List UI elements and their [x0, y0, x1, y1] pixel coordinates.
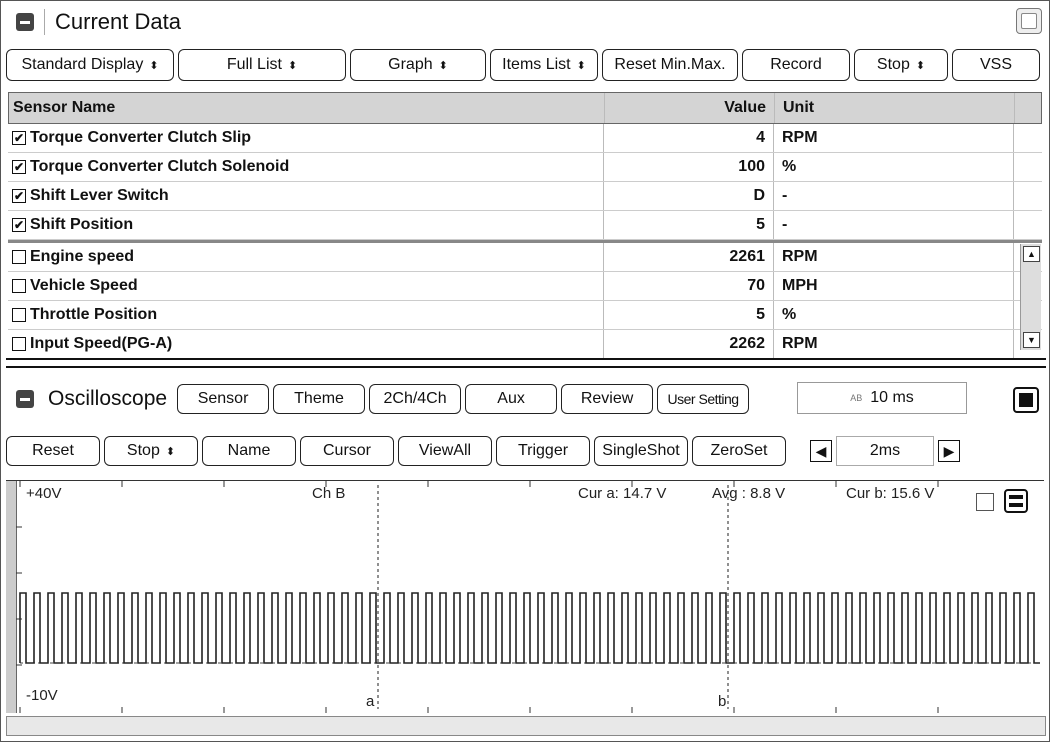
- cursor-b-marker: b: [718, 693, 727, 710]
- table-row[interactable]: [8, 272, 1042, 301]
- table-row[interactable]: [8, 182, 1042, 211]
- sensor-unit: MPH: [774, 272, 1014, 300]
- cursor-b-readout: Cur b: 15.6 V: [846, 485, 935, 502]
- y-min-label: -10V: [26, 687, 58, 704]
- button-label: Name: [227, 442, 271, 459]
- sensor-value: 2262: [604, 330, 774, 358]
- sensor-name-cell: [8, 211, 604, 239]
- table-row[interactable]: [8, 301, 1042, 330]
- osc-review-button[interactable]: [561, 384, 653, 414]
- checkbox-checked-icon[interactable]: ✔: [13, 218, 25, 232]
- timebase-display[interactable]: [797, 382, 967, 414]
- button-label: Cursor: [322, 442, 371, 459]
- sensor-name: Torque Converter Clutch Solenoid: [30, 158, 290, 175]
- oscilloscope-buttons: [177, 384, 749, 414]
- sensor-name: Shift Position: [30, 216, 134, 233]
- scale-increase-icon[interactable]: ▶: [938, 440, 960, 462]
- dropdown-arrow-icon: ⬍: [438, 59, 448, 72]
- horizontal-scrollbar[interactable]: [6, 716, 1046, 736]
- button-label: Standard Display: [21, 56, 144, 73]
- dropdown-arrow-icon: ⬍: [576, 59, 586, 72]
- button-label: Theme: [294, 390, 344, 407]
- average-readout: Avg : 8.8 V: [712, 485, 786, 502]
- checkbox-checked-icon[interactable]: ✔: [13, 189, 25, 203]
- sensor-name: Shift Lever Switch: [30, 187, 169, 204]
- sensor-value: 4: [604, 124, 774, 152]
- sensor-unit: %: [774, 301, 1014, 329]
- sensor-name-cell: [8, 272, 604, 300]
- toolbar-vss-button[interactable]: [952, 49, 1040, 81]
- sensor-table: [8, 92, 1042, 359]
- dropdown-arrow-icon: ⬍: [915, 59, 926, 72]
- cursor-a-marker: a: [366, 693, 375, 710]
- scroll-down-icon[interactable]: ▼: [1023, 332, 1040, 348]
- current-data-toolbar: [6, 49, 1040, 83]
- osc-toolbar-name-button[interactable]: [202, 436, 296, 466]
- y-max-label: +40V: [26, 485, 62, 502]
- plot-checkbox[interactable]: [976, 493, 994, 511]
- toolbar-graph-button[interactable]: [350, 49, 486, 81]
- button-label: Stop: [126, 442, 160, 459]
- toolbar-standard-display-button[interactable]: [6, 49, 174, 81]
- sensor-name: Throttle Position: [30, 306, 158, 323]
- button-label: Graph: [388, 56, 433, 73]
- selected-rows: [8, 124, 1042, 243]
- column-header-unit[interactable]: Unit: [775, 93, 1015, 123]
- button-label: Reset Min.Max.: [614, 56, 726, 73]
- sensor-value: 5: [604, 211, 774, 239]
- checkbox-checked-icon[interactable]: ✔: [13, 131, 25, 145]
- osc-toolbar-reset-button[interactable]: [6, 436, 100, 466]
- collapse-icon[interactable]: [16, 13, 34, 31]
- osc-toolbar-trigger-button[interactable]: [496, 436, 590, 466]
- sensor-value: D: [604, 182, 774, 210]
- sensor-name: Engine speed: [30, 248, 135, 265]
- button-label: Record: [770, 56, 822, 73]
- button-label: Trigger: [517, 442, 569, 459]
- osc-toolbar-cursor-button[interactable]: [300, 436, 394, 466]
- button-label: VSS: [979, 56, 1012, 73]
- button-label: Stop: [876, 56, 910, 73]
- oscilloscope-header: [10, 384, 749, 414]
- sensor-name: Input Speed(PG-A): [30, 335, 173, 352]
- split-view-icon[interactable]: [1004, 489, 1028, 513]
- toolbar-reset-min-max-button[interactable]: [602, 49, 738, 81]
- osc-toolbar-viewall-button[interactable]: [398, 436, 492, 466]
- sensor-value: 2261: [604, 243, 774, 271]
- sensor-unit: -: [774, 211, 1014, 239]
- table-row[interactable]: [8, 211, 1042, 240]
- sensor-name-cell: [8, 330, 604, 358]
- osc-user-setting-button[interactable]: [657, 384, 749, 414]
- toolbar-items-list-button[interactable]: [490, 49, 598, 81]
- sensor-unit: RPM: [774, 124, 1014, 152]
- sensor-name-cell: [8, 124, 604, 152]
- sensor-value: 100: [604, 153, 774, 181]
- table-row[interactable]: [8, 330, 1042, 359]
- sensor-name-cell: [8, 153, 604, 181]
- waveform-trace: [20, 593, 1040, 663]
- channel-label: Ch B: [312, 485, 346, 502]
- cursor-a-readout: Cur a: 14.7 V: [578, 485, 667, 502]
- osc-toolbar-zeroset-button[interactable]: [692, 436, 786, 466]
- checkbox-unchecked-icon[interactable]: [12, 250, 26, 264]
- sensor-name: Torque Converter Clutch Slip: [30, 129, 252, 146]
- button-label: Review: [580, 390, 634, 407]
- button-label: ZeroSet: [710, 442, 768, 459]
- button-label: ViewAll: [418, 442, 472, 459]
- waveform-svg: [6, 481, 1044, 713]
- checkbox-unchecked-icon[interactable]: [12, 279, 26, 293]
- sensor-unit: -: [774, 182, 1014, 210]
- timebase-value: 10 ms: [870, 389, 914, 406]
- button-label: Full List: [226, 56, 282, 73]
- sensor-name-cell: [8, 243, 604, 271]
- sensor-unit: RPM: [774, 243, 1014, 271]
- dropdown-arrow-icon: ⬍: [149, 59, 159, 72]
- stop-square-icon[interactable]: [1013, 387, 1039, 413]
- sensor-name: Vehicle Speed: [30, 277, 138, 294]
- toolbar-record-button[interactable]: [742, 49, 850, 81]
- toolbar-full-list-button[interactable]: [178, 49, 346, 81]
- oscilloscope-plot[interactable]: [6, 480, 1044, 713]
- other-rows: [8, 243, 1042, 359]
- toolbar-stop-button[interactable]: [854, 49, 948, 81]
- table-header: [8, 92, 1042, 124]
- button-label: 2Ch/4Ch: [383, 390, 447, 407]
- column-header-value[interactable]: Value: [605, 93, 775, 123]
- osc-sensor-button[interactable]: [177, 384, 269, 414]
- window-toggle-button[interactable]: [1016, 8, 1042, 34]
- dropdown-arrow-icon: ⬍: [287, 59, 298, 72]
- scroll-up-icon[interactable]: ▲: [1023, 246, 1040, 262]
- dropdown-arrow-icon: ⬍: [165, 445, 176, 458]
- scale-decrease-icon[interactable]: ◀: [810, 440, 832, 462]
- sensor-value: 70: [604, 272, 774, 300]
- sensor-value: 5: [604, 301, 774, 329]
- checkbox-unchecked-icon[interactable]: [12, 337, 26, 351]
- osc-2ch-4ch-button[interactable]: [369, 384, 461, 414]
- checkbox-checked-icon[interactable]: ✔: [13, 160, 25, 174]
- osc-aux-button[interactable]: [465, 384, 557, 414]
- panel-divider[interactable]: [6, 358, 1046, 368]
- table-row[interactable]: [8, 243, 1042, 272]
- table-row[interactable]: [8, 153, 1042, 182]
- sensor-name-cell: [8, 182, 604, 210]
- sensor-unit: %: [774, 153, 1014, 181]
- button-label: Sensor: [197, 390, 249, 407]
- button-label: Items List: [502, 56, 571, 73]
- osc-toolbar-stop-button[interactable]: [104, 436, 198, 466]
- table-scrollbar[interactable]: [1020, 244, 1041, 350]
- button-label: Reset: [32, 442, 74, 459]
- osc-toolbar-singleshot-button[interactable]: [594, 436, 688, 466]
- column-header-sensor-name[interactable]: Sensor Name: [9, 93, 605, 123]
- oscilloscope-title: Oscilloscope: [48, 387, 168, 410]
- current-data-title: Current Data: [44, 9, 181, 35]
- table-row[interactable]: [8, 124, 1042, 153]
- current-data-header: [10, 6, 181, 38]
- button-label: SingleShot: [602, 442, 680, 459]
- sensor-unit: RPM: [774, 330, 1014, 358]
- scale-value: 2ms: [836, 436, 934, 466]
- oscilloscope-toolbar: [6, 436, 960, 466]
- osc-theme-button[interactable]: [273, 384, 365, 414]
- timebase-icon: AB: [850, 393, 863, 403]
- sensor-name-cell: [8, 301, 604, 329]
- collapse-icon[interactable]: [16, 390, 34, 408]
- button-label: Aux: [497, 390, 525, 407]
- button-label: User Setting: [667, 391, 739, 407]
- checkbox-unchecked-icon[interactable]: [12, 308, 26, 322]
